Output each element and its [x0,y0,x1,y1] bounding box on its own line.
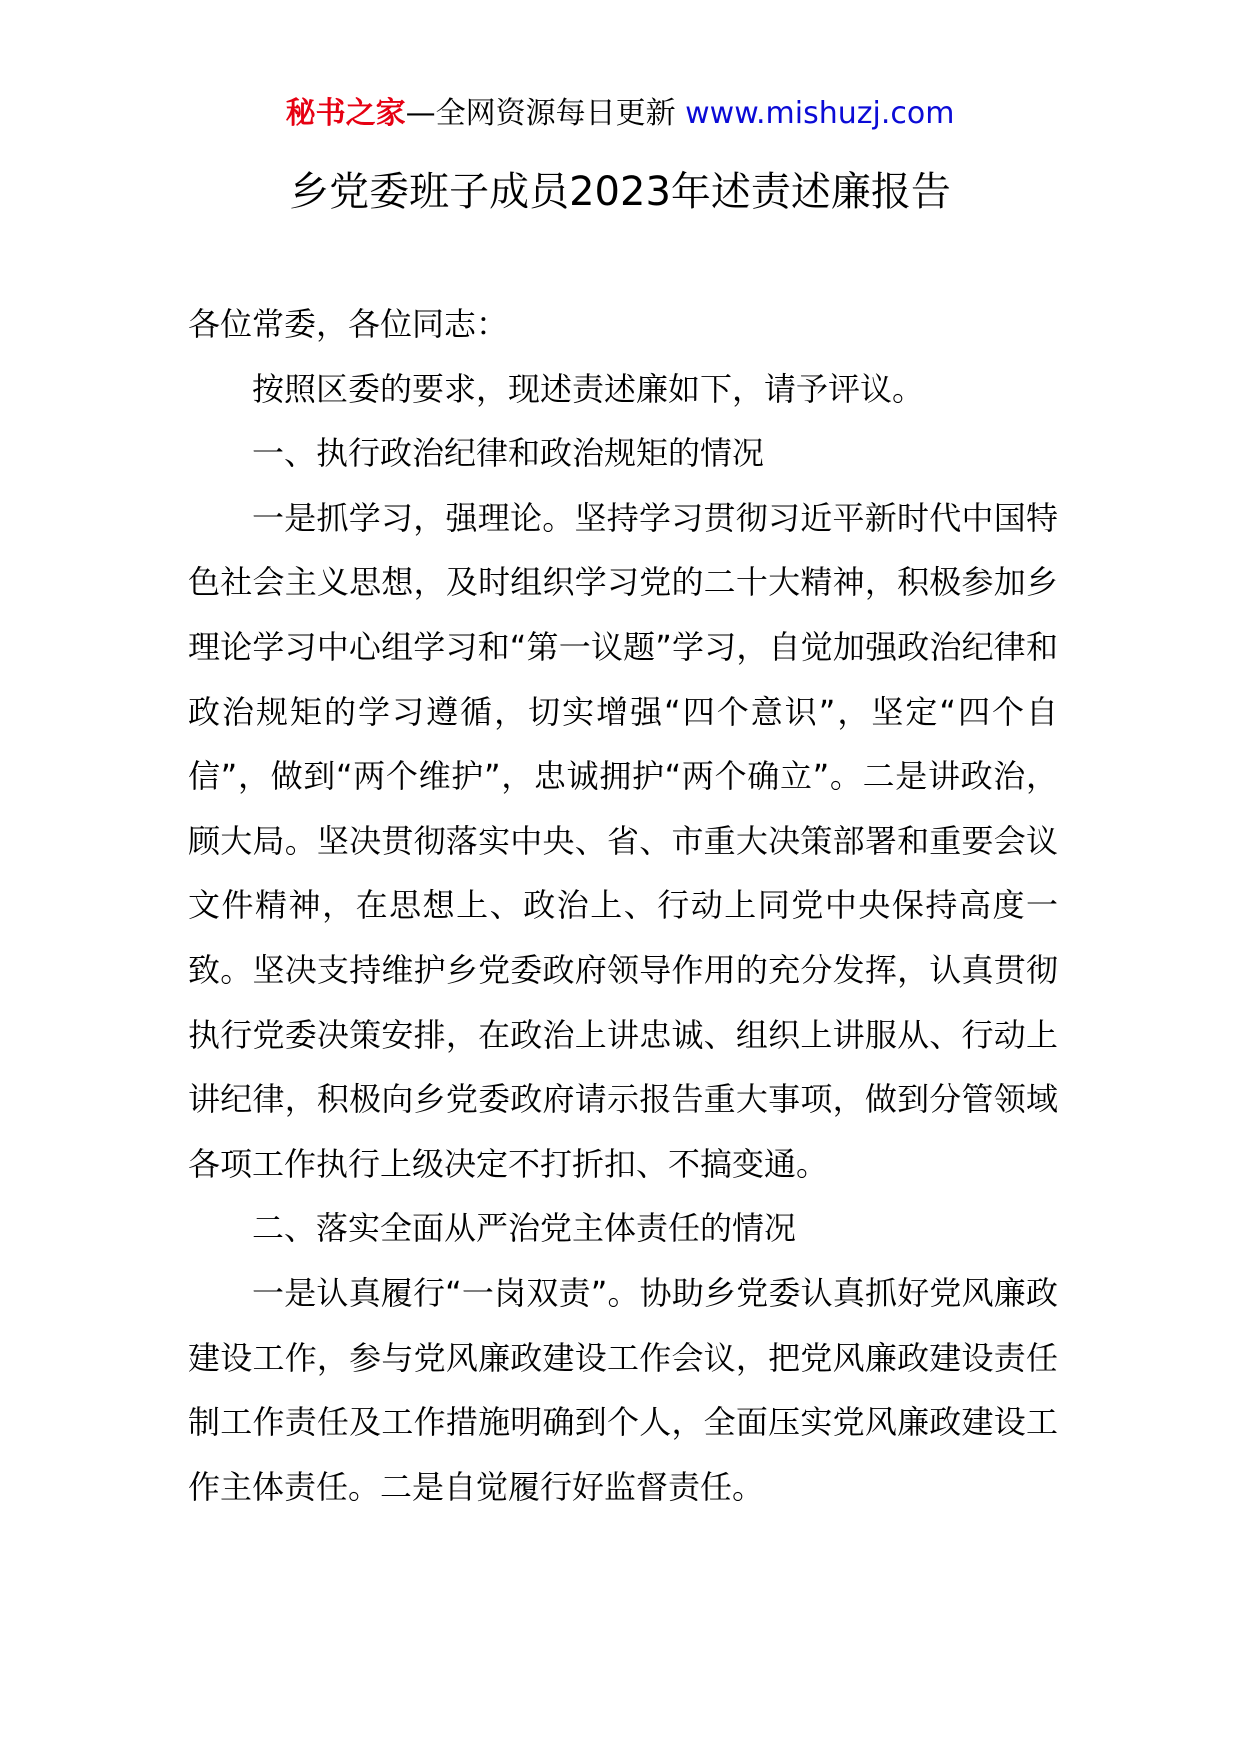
salutation: 各位常委，各位同志： [188,305,509,343]
document-title: 乡党委班子成员2023年述责述廉报告 [289,169,951,215]
banner-url-link[interactable]: www.mishuzj.com [685,96,955,131]
section-heading-2: 二、落实全面从严治党主体责任的情况 [252,1209,797,1248]
document-body [188,292,1058,1519]
intro-paragraph: 按照区委的要求，现述责述廉如下，请予评议。 [252,369,925,408]
banner-brand: 秘书之家 [285,96,406,131]
banner-slogan: —全网资源每日更新 [405,96,676,131]
section-heading-1: 一、执行政治纪律和政治规矩的情况 [252,434,765,473]
site-banner [0,94,1240,134]
section-2-paragraph: 一是认真履行“一岗双责”。协助乡党委认真抓好党风廉政建设工作，参与党风廉政建设工作会议，把党风廉政建设责任制工作责任及工作措施明确到个人，全面压实党风廉政建设工作主体责任。二是自觉履行好监督责任。 [188,1273,1058,1506]
section-1-paragraph: 一是抓学习，强理论。坚持学习贯彻习近平新时代中国特色社会主义思想，及时组织学习党的二十大精神，积极参加乡理论学习中心组学习和“第一议题”学习，自觉加强政治纪律和政治规矩的学习遵循，切实增强“四个意识”，坚定“四个自信”，做到“两个维护”，忠诚拥护“两个确立”。二是讲政治，顾大局。坚决贯彻落实中央、省、市重大决策部署和重要会议文件精神，在思想上、政治上、行动上同党中央保持高度一致。坚决支持维护乡党委政府领导作用的充分发挥，认真贯彻执行党委决策安排，在政治上讲忠诚、组织上讲服从、行动上讲纪律，积极向乡党委政府请示报告重大事项，做到分管领域各项工作执行上级决定不打折扣、不搞变通。 [188,498,1058,1183]
